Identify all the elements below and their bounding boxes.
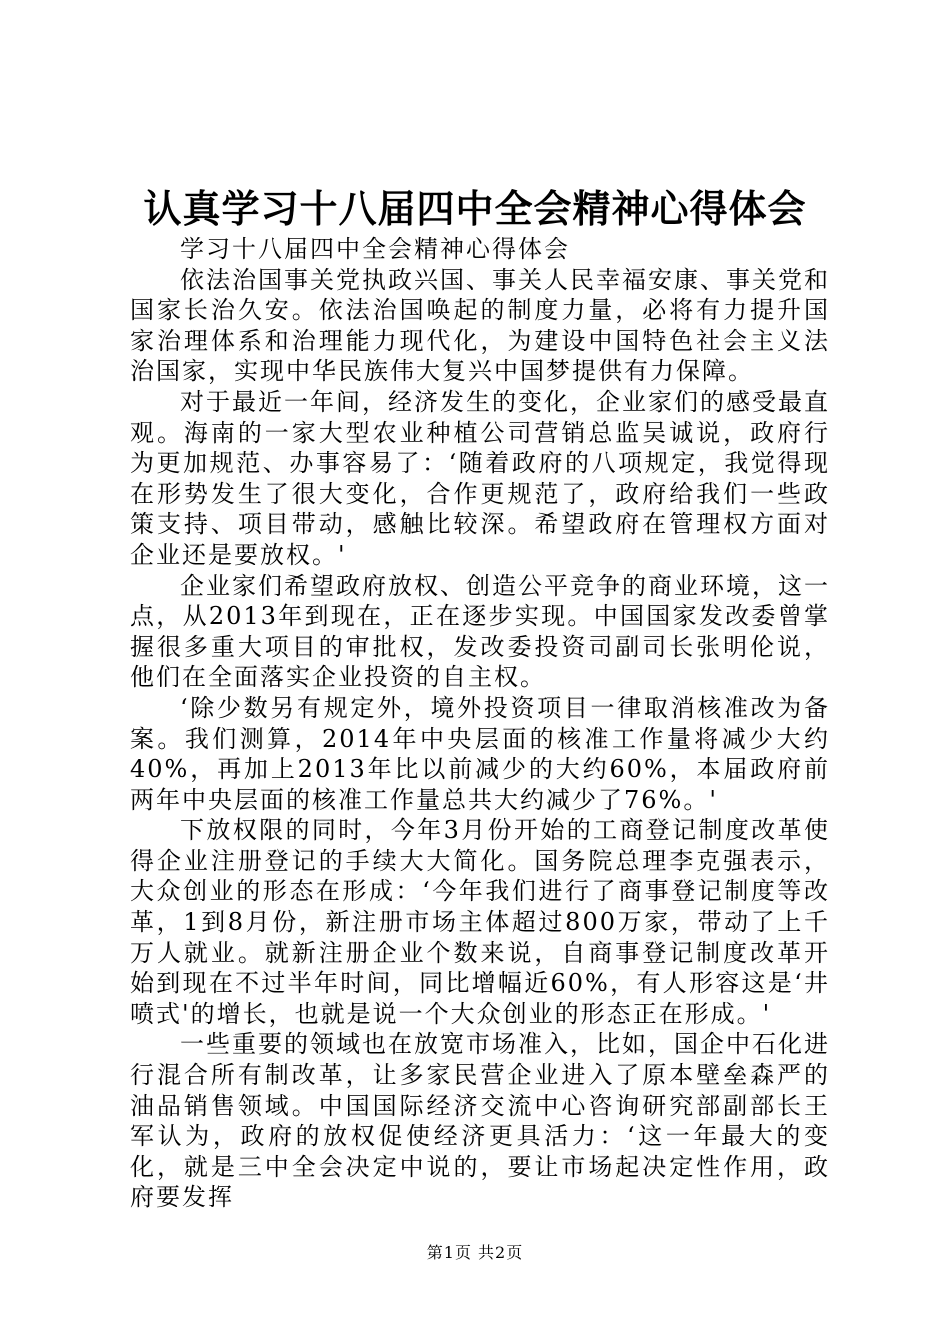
document-body	[130, 234, 830, 1213]
paragraph: 对于最近一年间，经济发生的变化，企业家们的感受最直观。海南的一家大型农业种植公司营销总监吴诚说，政府行为更加规范、办事容易了：‘随着政府的八项规定，我觉得现在形势发生了很大变化，合作更规范了，政府给我们一些政策支持、项目带动，感触比较深。希望政府在管理权方面对企业还是要放权。'	[130, 387, 830, 569]
paragraph: 企业家们希望政府放权、创造公平竞争的商业环境，这一点，从2013年到现在，正在逐步实现。中国国家发改委曾掌握很多重大项目的审批权，发改委投资司副司长张明伦说，他们在全面落实企业投资的自主权。	[130, 571, 830, 692]
document-title: 认真学习十八届四中全会精神心得体会	[143, 186, 807, 231]
paragraph: 依法治国事关党执政兴国、事关人民幸福安康、事关党和国家长治久安。依法治国唤起的制度力量，必将有力提升国家治理体系和治理能力现代化，为建设中国特色社会主义法治国家，实现中华民族伟大复兴中国梦提供有力保障。	[130, 265, 830, 386]
paragraph: 一些重要的领域也在放宽市场准入，比如，国企中石化进行混合所有制改革，让多家民营企业进入了原本壁垒森严的油品销售领域。中国国际经济交流中心咨询研究部副部长王军认为，政府的放权促使经济更具活力：‘这一年最大的变化，就是三中全会决定中说的，要让市场起决定性作用，政府要发挥	[130, 1030, 830, 1212]
paragraph: 下放权限的同时，今年3月份开始的工商登记制度改革使得企业注册登记的手续大大简化。国务院总理李克强表示，大众创业的形态在形成：‘今年我们进行了商事登记制度等改革，1到8月份，新注册市场主体超过800万家，带动了上千万人就业。就新注册企业个数来说，自商事登记制度改革开始到现在不过半年时间，同比增幅近60%，有人形容这是‘井喷式'的增长，也就是说一个大众创业的形态正在形成。'	[130, 816, 830, 1028]
page-number-footer: 第1页 共2页	[426, 1243, 524, 1262]
paragraph: ‘除少数另有规定外，境外投资项目一律取消核准改为备案。我们测算，2014年中央层面的核准工作量将减少大约40%，再加上2013年比以前减少的大约60%，本届政府前两年中央层面的核准工作量总共大约减少了76%。'	[130, 693, 830, 814]
document-subtitle: 学习十八届四中全会精神心得体会	[180, 235, 570, 263]
